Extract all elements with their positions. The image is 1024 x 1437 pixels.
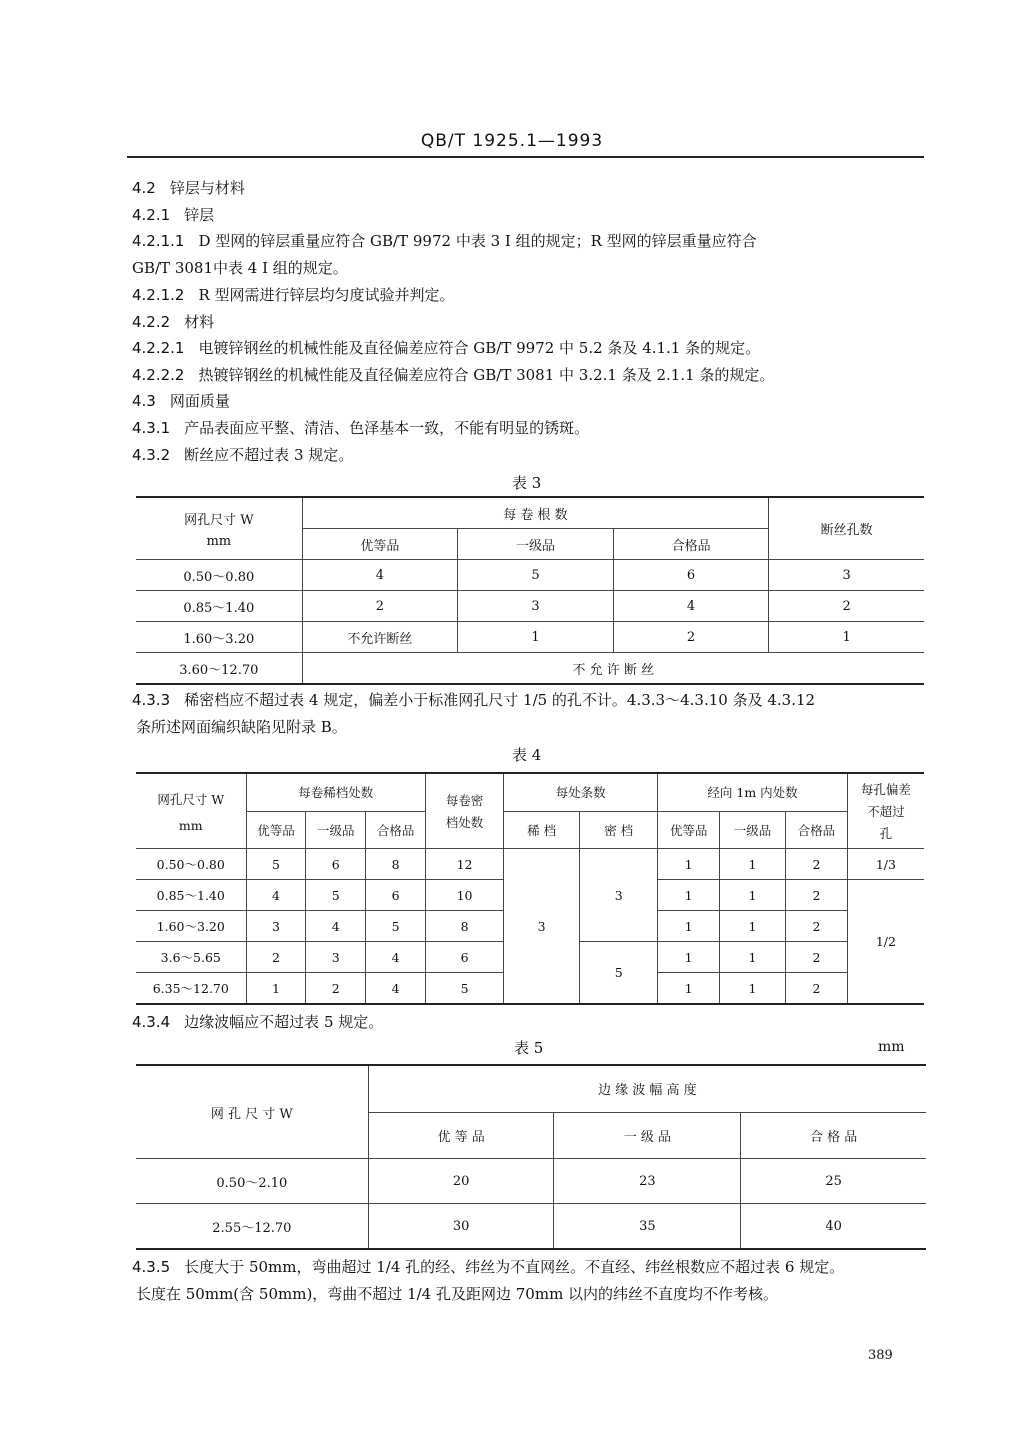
t5-grade: 优 等 品: [368, 1112, 554, 1159]
t5-grade: 合 格 品: [741, 1112, 926, 1159]
table-row: [136, 849, 924, 880]
t4-cell: 1: [658, 911, 720, 942]
t4-header-dense: 每卷密 档处数: [426, 773, 504, 849]
t4-sparse-merged: 3: [504, 849, 580, 1005]
table-row: [136, 653, 924, 685]
clause-4-2-1-2: 4.2.1.2 R 型网需进行锌层均匀度试验并判定。: [132, 286, 455, 304]
t4-cell: 8: [366, 849, 426, 880]
clause-4-2-1-1-cont: GB/T 3081中表 4 Ⅰ 组的规定。: [132, 259, 348, 277]
clause-4-3-2: 4.3.2 断丝应不超过表 3 规定。: [132, 446, 354, 464]
t5-cell: 25: [741, 1159, 926, 1204]
clause-4-3-1: 4.3.1 产品表面应平整、清洁、色泽基本一致，不能有明显的锈斑。: [132, 419, 590, 437]
t4-cell: 4: [366, 973, 426, 1005]
t4-cell: 5: [366, 911, 426, 942]
t3-cell: 3.60～12.70: [136, 653, 302, 685]
clause-4-2-2: 4.2.2 材料: [132, 313, 215, 331]
clause-4-3-3-cont: 条所述网面编织缺陷见附录 B。: [136, 718, 347, 736]
table-5-unit: mm: [878, 1039, 905, 1055]
t4-cell: 1: [720, 942, 786, 973]
t3-cell-merged: 不 允 许 断 丝: [302, 653, 924, 685]
t4-cell: 1: [720, 849, 786, 880]
t4-cell: 5: [246, 849, 306, 880]
t4-cell: 3: [306, 942, 366, 973]
t4-cell: 0.85～1.40: [136, 880, 246, 911]
t4-cell: 1: [720, 911, 786, 942]
t3-cell: 2: [302, 591, 458, 622]
t3-header-group: 每 卷 根 数: [302, 497, 769, 529]
table-5: [136, 1064, 926, 1250]
t4-cell: 4: [246, 880, 306, 911]
t3-cell: 2: [769, 591, 924, 622]
t4-grade: 优等品: [658, 811, 720, 848]
t4-grade: 一级品: [306, 811, 366, 848]
t5-cell: 30: [368, 1204, 554, 1250]
t3-grade: 一级品: [458, 529, 614, 560]
t4-dev-merged: 1/2: [847, 880, 924, 1005]
t4-cell: 1: [658, 880, 720, 911]
t3-cell: 5: [458, 560, 614, 591]
table-row: [136, 1204, 926, 1250]
t4-cell: 1: [720, 973, 786, 1005]
clause-4-3: 4.3 网面质量: [132, 392, 230, 410]
t4-header-deviation: 每孔偏差 不超过 孔: [847, 773, 924, 849]
t5-cell: 20: [368, 1159, 554, 1204]
t5-header-size: 网 孔 尺 寸 W: [136, 1065, 368, 1159]
t4-header-per-place: 每处条数: [504, 773, 658, 811]
clause-4-2: 4.2 锌层与材料: [132, 179, 245, 197]
t4-dense-head: 密 档: [580, 811, 658, 848]
t4-cell: 2: [785, 911, 847, 942]
t4-cell: 2: [246, 942, 306, 973]
clause-4-3-5: 4.3.5 长度大于 50mm，弯曲超过 1/4 孔的经、纬丝为不直网丝。不直经、纬丝根数应不超过表 6 规定。: [132, 1258, 845, 1276]
t3-cell: 6: [613, 560, 769, 591]
t4-cell: 1: [246, 973, 306, 1005]
t5-cell: 2.55～12.70: [136, 1204, 368, 1250]
t4-cell: 3.6～5.65: [136, 942, 246, 973]
clause-4-2-1: 4.2.1 锌层: [132, 206, 215, 224]
t5-header-group: 边 缘 波 幅 高 度: [368, 1065, 926, 1112]
table-row: [136, 622, 924, 653]
t5-cell: 0.50～2.10: [136, 1159, 368, 1204]
clause-4-2-1-1: 4.2.1.1 D 型网的锌层重量应符合 GB/T 9972 中表 3 Ⅰ 组的规定；R 型网的锌层重量应符合: [132, 232, 757, 250]
clause-4-2-2-2: 4.2.2.2 热镀锌钢丝的机械性能及直径偏差应符合 GB/T 3081 中 3.2.1 条及 2.1.1 条的规定。: [132, 366, 775, 384]
t4-cell: 1/3: [847, 849, 924, 880]
t4-dense-merged-bottom: 5: [580, 942, 658, 1005]
t3-cell: 2: [613, 622, 769, 653]
t3-cell: 4: [302, 560, 458, 591]
t4-cell: 2: [306, 973, 366, 1005]
t4-header-per-roll: 每卷稀档处数: [246, 773, 425, 811]
t4-cell: 6: [366, 880, 426, 911]
t4-cell: 4: [366, 942, 426, 973]
t3-cell: 1.60～3.20: [136, 622, 302, 653]
t4-cell: 4: [306, 911, 366, 942]
clause-4-2-2-1: 4.2.2.1 电镀锌钢丝的机械性能及直径偏差应符合 GB/T 9972 中 5.2 条及 4.1.1 条的规定。: [132, 339, 761, 357]
t4-cell: 1: [658, 973, 720, 1005]
t3-cell: 1: [769, 622, 924, 653]
t4-cell: 2: [785, 849, 847, 880]
table-4: [136, 772, 924, 1005]
t4-cell: 3: [246, 911, 306, 942]
t5-cell: 23: [554, 1159, 741, 1204]
t4-cell: 2: [785, 942, 847, 973]
t3-cell: 4: [613, 591, 769, 622]
t4-dense-merged-top: 3: [580, 849, 658, 942]
table-row: [136, 1159, 926, 1204]
t4-header-warp: 经向 1m 内处数: [658, 773, 848, 811]
t3-header-broken: 断丝孔数: [769, 497, 924, 560]
t5-cell: 35: [554, 1204, 741, 1250]
clause-4-3-3: 4.3.3 稀密档应不超过表 4 规定，偏差小于标准网孔尺寸 1/5 的孔不计。4.3.3～4.3.10 条及 4.3.12: [132, 691, 816, 709]
t3-header-size: 网孔尺寸 W mm: [136, 497, 302, 560]
t4-cell: 2: [785, 880, 847, 911]
t4-sparse-head: 稀 档: [504, 811, 580, 848]
t3-cell: 3: [458, 591, 614, 622]
header-rule: [127, 156, 924, 158]
t4-cell: 1: [720, 880, 786, 911]
table-4-caption: 表 4: [512, 746, 542, 764]
t3-cell: 不允许断丝: [302, 622, 458, 653]
t3-cell: 3: [769, 560, 924, 591]
t3-grade: 优等品: [302, 529, 458, 560]
t4-cell: 1.60～3.20: [136, 911, 246, 942]
t4-cell: 10: [426, 880, 504, 911]
t5-cell: 40: [741, 1204, 926, 1250]
t4-cell: 2: [785, 973, 847, 1005]
t4-cell: 8: [426, 911, 504, 942]
t3-cell: 0.50～0.80: [136, 560, 302, 591]
t4-grade: 一级品: [720, 811, 786, 848]
t4-cell: 12: [426, 849, 504, 880]
t4-cell: 0.50～0.80: [136, 849, 246, 880]
table-5-caption: 表 5: [514, 1039, 544, 1057]
t4-grade: 合格品: [366, 811, 426, 848]
clause-4-3-4: 4.3.4 边缘波幅应不超过表 5 规定。: [132, 1013, 384, 1031]
table-row: [136, 591, 924, 622]
t4-cell: 5: [426, 973, 504, 1005]
table-3-caption: 表 3: [512, 474, 542, 492]
t4-cell: 6: [426, 942, 504, 973]
t4-cell: 5: [306, 880, 366, 911]
t4-grade: 合格品: [785, 811, 847, 848]
table-row: [136, 560, 924, 591]
t4-header-size: 网孔尺寸 W mm: [136, 773, 246, 849]
t4-cell: 1: [658, 942, 720, 973]
clause-4-3-5-cont: 长度在 50mm(含 50mm)，弯曲不超过 1/4 孔及距网边 70mm 以内的纬丝不直度均不作考核。: [136, 1285, 779, 1303]
page-number: 389: [868, 1348, 893, 1363]
t4-cell: 6: [306, 849, 366, 880]
t3-cell: 1: [458, 622, 614, 653]
t3-grade: 合格品: [613, 529, 769, 560]
page-header: QB/T 1925.1—1993: [420, 131, 604, 151]
t4-grade: 优等品: [246, 811, 306, 848]
t3-cell: 0.85～1.40: [136, 591, 302, 622]
table-3: [136, 496, 924, 685]
t5-grade: 一 级 品: [554, 1112, 741, 1159]
t4-cell: 6.35～12.70: [136, 973, 246, 1005]
t4-cell: 1: [658, 849, 720, 880]
